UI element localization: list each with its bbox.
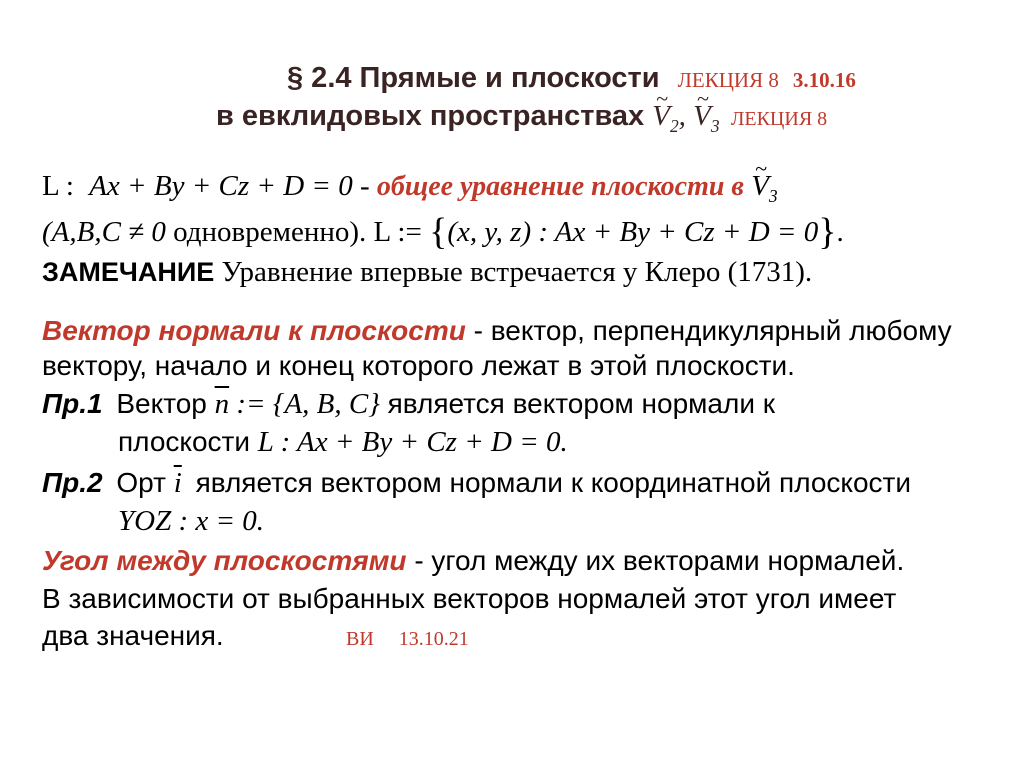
example-1-label: Пр.1 (42, 388, 103, 419)
example-1-line-1 (42, 388, 775, 421)
remark-text: Уравнение впервые встречается у Клеро (1731). (221, 256, 813, 288)
stamp-date: 13.10.21 (398, 628, 469, 650)
section-subtitle (216, 100, 827, 137)
v3-space (751, 170, 778, 206)
example-2-word: Орт (116, 467, 166, 498)
example-2-label: Пр.2 (42, 467, 103, 498)
subtitle-text: в евклидовых пространствах (216, 100, 645, 132)
normal-text-2: вектору, начало и конец которого лежат в этой плоскости. (42, 350, 795, 381)
lecture-date: 3.10.16 (792, 68, 856, 92)
v3-subscript-2: 3 (768, 185, 778, 206)
angle-line-2: В зависимости от выбранных векторов нормалей этот угол имеет (42, 583, 897, 614)
example-2-equation: YOZ : x = 0. (118, 505, 265, 537)
condition-text: одновременно). (173, 216, 367, 248)
example-1-line-2 (118, 426, 568, 459)
v3-subscript: 3 (710, 115, 720, 136)
general-equation-term: общее уравнение плоскости в (376, 171, 744, 202)
normal-definition-line-2 (42, 350, 795, 382)
v2-subscript: 2 (669, 115, 679, 136)
remark-line (42, 256, 812, 289)
normal-text-1: - вектор, перпендикулярный любому (465, 315, 952, 346)
brace-open: { (429, 211, 448, 253)
set-definition-line (42, 210, 844, 254)
v3-symbol: ~ V (693, 100, 711, 133)
section-title (287, 62, 856, 95)
example-2-line-1 (42, 467, 911, 500)
period: . (836, 216, 844, 248)
example-1-text: является вектором нормали к (387, 388, 775, 419)
vector-n: $\overline{n}$ (214, 388, 230, 420)
normal-term: Вектор нормали к плоскости (42, 315, 466, 346)
example-1-word: Вектор (116, 388, 207, 419)
general-equation-line (42, 170, 778, 207)
review-stamp (346, 628, 469, 651)
angle-line3: два значения. (42, 620, 224, 651)
set-content: (x, y, z) : Ax + By + Cz + D = 0 (447, 216, 819, 248)
angle-term: Угол между плоскостями (42, 545, 407, 576)
space-symbols (652, 100, 727, 136)
vector-n-assign: := {A, B, C} (229, 388, 380, 420)
v2-symbol: ~ V (652, 100, 670, 133)
lecture-label: ЛЕКЦИЯ 8 (677, 68, 779, 92)
example-1-line2: плоскости (118, 426, 250, 457)
example-2-text: является вектором нормали к координатной плоскости (195, 467, 912, 498)
general-equation: Ax + By + Cz + D = 0 (89, 170, 353, 202)
angle-line-3 (42, 620, 224, 652)
vector-i: $\overline{i}$ (173, 467, 182, 499)
stamp-name: ВИ (346, 628, 374, 650)
comma: , (678, 100, 686, 132)
set-L: L := (373, 216, 422, 248)
brace-close: } (818, 211, 837, 253)
coefficient-condition: (A,B,C ≠ 0 (42, 216, 166, 248)
angle-line-1 (42, 545, 904, 577)
dash: - (352, 170, 377, 202)
section-heading: § 2.4 Прямые и плоскости (287, 62, 660, 94)
angle-text: - угол между их векторами нормалей. (406, 545, 905, 576)
example-1-equation: L : Ax + By + Cz + D = 0. (257, 426, 568, 458)
remark-label: ЗАМЕЧАНИЕ (42, 257, 215, 287)
lecture-label-2: ЛЕКЦИЯ 8 (730, 108, 828, 130)
plane-L: L : (42, 170, 74, 202)
normal-definition-line-1 (42, 315, 952, 347)
v3-symbol-2: ~ V (751, 170, 769, 203)
